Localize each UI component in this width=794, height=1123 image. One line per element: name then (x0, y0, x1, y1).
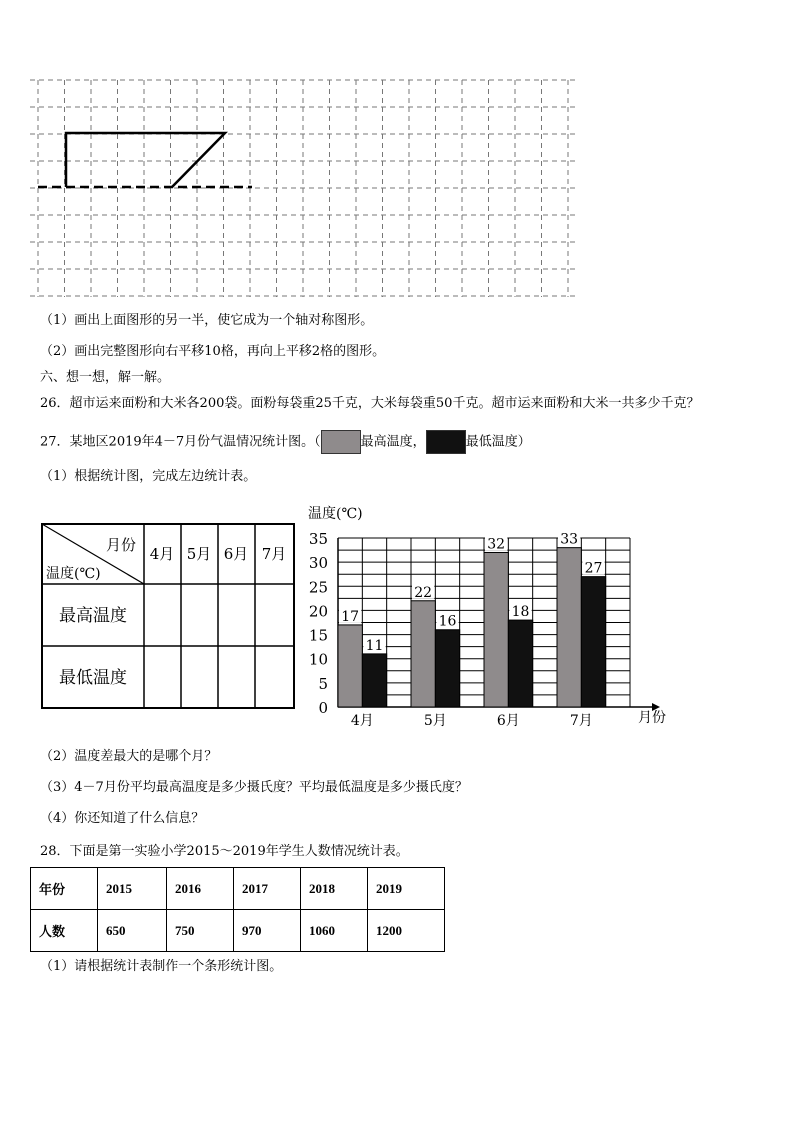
y-tick-label: 35 (308, 530, 328, 548)
table-month-6: 6月 (223, 545, 249, 563)
q27-sub2: （2）温度差最大的是哪个月？ (40, 749, 218, 764)
bar-max (557, 548, 581, 707)
bar-max (411, 601, 435, 707)
x-tick-label: 4月 (350, 713, 374, 729)
header-cell: 2015 (98, 868, 167, 910)
table-header-row (31, 868, 445, 910)
legend-min-label: 最低温度） (465, 434, 531, 450)
y-tick-label: 20 (308, 602, 328, 621)
row-cell: 1060 (301, 910, 368, 952)
figure-half (66, 133, 225, 187)
x-axis-label: 月份 (638, 710, 666, 726)
table-row-max: 最高温度 (59, 606, 127, 626)
row-cell: 970 (234, 910, 301, 952)
grid-lines (30, 80, 576, 297)
student-count-table (30, 867, 445, 952)
table-row-min: 最低温度 (59, 668, 127, 688)
x-tick-label: 7月 (569, 713, 593, 729)
temperature-bar-chart (300, 500, 670, 735)
data-label: 22 (414, 584, 433, 601)
bar-max (338, 625, 362, 707)
y-tick-label: 30 (308, 554, 328, 573)
y-tick-label: 10 (308, 650, 328, 669)
data-label: 32 (487, 536, 506, 553)
row-cell: 人数 (31, 910, 98, 952)
corner-top-label: 月份 (105, 536, 136, 554)
y-axis-label: 温度(℃) (308, 506, 363, 522)
legend-max-swatch (321, 430, 361, 454)
section-title: 六、想一想，解一解。 (40, 370, 171, 385)
question-27-intro (40, 430, 531, 454)
table-month-5: 5月 (186, 545, 212, 563)
legend-min-swatch (426, 430, 466, 454)
grid-question-1: （1）画出上面图形的另一半，使它成为一个轴对称图形。 (40, 313, 374, 328)
header-cell: 年份 (31, 868, 98, 910)
header-cell: 2016 (167, 868, 234, 910)
row-cell: 650 (98, 910, 167, 952)
data-label: 11 (365, 637, 384, 654)
q27-sub3: （3）4－7月份平均最高温度是多少摄氏度？平均最低温度是多少摄氏度？ (40, 780, 468, 795)
bar-min (435, 630, 459, 707)
q27-sub4: （4）你还知道了什么信息？ (40, 811, 205, 826)
table-month-4: 4月 (149, 545, 175, 563)
grid-question-2: （2）画出完整图形向右平移10格，再向上平移2格的图形。 (40, 344, 386, 359)
data-label: 18 (511, 604, 530, 621)
y-tick-label: 25 (308, 578, 328, 597)
bar-max (484, 552, 508, 707)
bar-min (362, 654, 386, 707)
q27-intro-text: 27．某地区2019年4－7月份气温情况统计图。（ (40, 434, 321, 450)
header-cell: 2019 (368, 868, 445, 910)
x-tick-label: 6月 (496, 713, 520, 729)
data-label: 16 (438, 613, 457, 630)
bar-min (581, 577, 605, 707)
dotted-grid-figure (30, 75, 580, 305)
q27-sub1: （1）根据统计图，完成左边统计表。 (40, 469, 257, 484)
data-label: 33 (560, 531, 579, 548)
x-tick-label: 5月 (423, 713, 447, 729)
y-tick-label: 5 (318, 674, 328, 693)
table-month-7: 7月 (261, 545, 287, 563)
row-cell: 1200 (368, 910, 445, 952)
y-tick-label: 15 (308, 626, 328, 645)
question-28-intro: 28．下面是第一实验小学2015～2019年学生人数情况统计表。 (40, 844, 409, 859)
header-cell: 2017 (234, 868, 301, 910)
row-cell: 750 (167, 910, 234, 952)
data-label: 17 (341, 608, 360, 625)
temperature-table (40, 520, 296, 710)
y-tick-label: 0 (318, 699, 328, 717)
legend-max-label: 最高温度， (360, 434, 426, 450)
bar-min (508, 620, 532, 707)
data-label: 27 (584, 560, 603, 577)
header-cell: 2018 (301, 868, 368, 910)
corner-bottom-label: 温度(℃) (46, 566, 101, 582)
question-26: 26．超市运来面粉和大米各200袋。面粉每袋重25千克，大米每袋重50千克。超市运来面粉和大米一共多少千克？ (40, 396, 700, 411)
q28-sub1: （1）请根据统计表制作一个条形统计图。 (40, 959, 283, 974)
table-row (31, 910, 445, 952)
